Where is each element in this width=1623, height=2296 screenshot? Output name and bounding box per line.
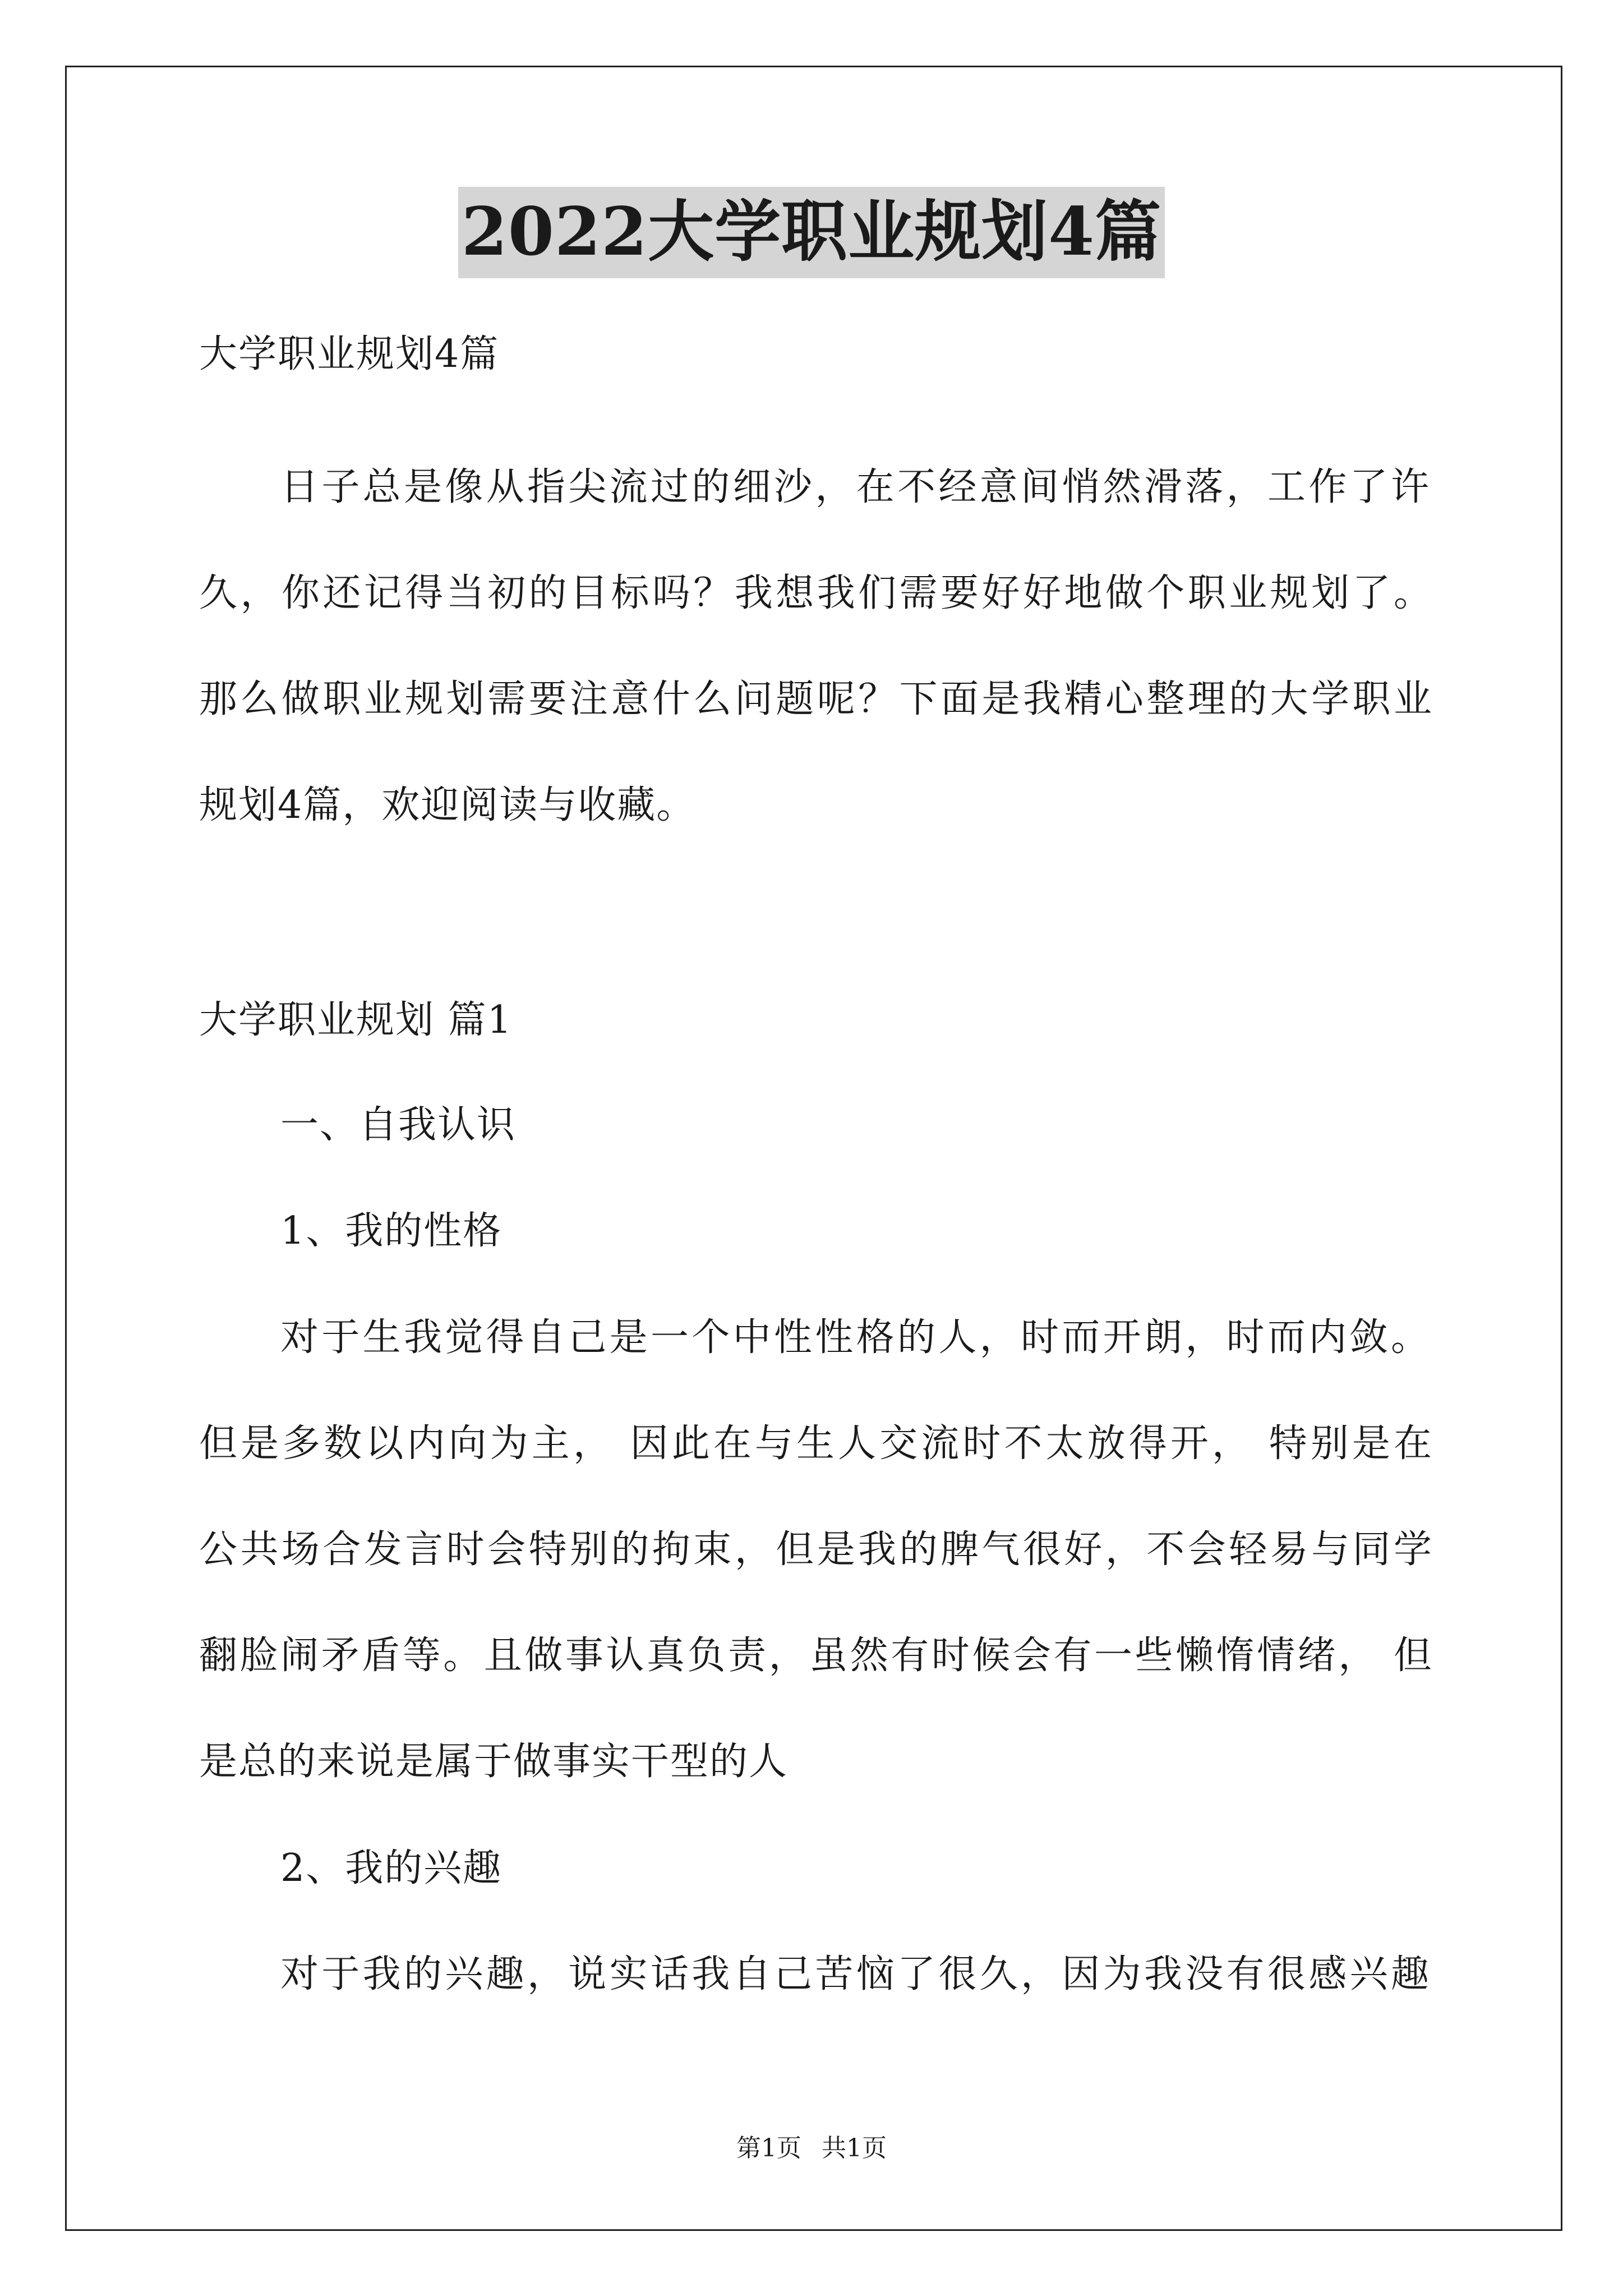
item1-line-3: 公共场合发言时会特别的拘束，但是我的脾气很好，不会轻易与同学 [199,1527,1433,1572]
item1-line-1: 对于生我觉得自己是一个中性性格的人，时而开朗，时而内敛。 [280,1315,1430,1360]
item1-line-4: 翻脸闹矛盾等。且做事认真负责，虽然有时候会有一些懒惰情绪， 但 [199,1634,1433,1678]
page-border [65,66,1562,2231]
intro-line-2: 久，你还记得当初的目标吗？我想我们需要好好地做个职业规划了。 [199,571,1433,615]
document-subtitle: 大学职业规划4篇 [199,332,500,376]
page-number: 第1页 [736,2134,801,2162]
intro-line-4: 规划4篇，欢迎阅读与收藏。 [199,783,696,827]
item1-line-2: 但是多数以内向为主， 因此在与生人交流时不太放得开， 特别是在 [199,1421,1433,1466]
section-heading: 大学职业规划 篇1 [199,998,513,1042]
intro-line-3: 那么做职业规划需要注意什么问题呢？下面是我精心整理的大学职业 [199,677,1433,721]
part-heading: 一、自我认识 [280,1103,517,1147]
page-total: 共1页 [822,2134,887,2162]
item2-line-1: 对于我的兴趣，说实话我自己苦恼了很久，因为我没有很感兴趣 [280,1952,1430,1996]
item2-heading: 2、我的兴趣 [280,1846,502,1890]
page-footer [0,2136,1623,2161]
intro-line-1: 日子总是像从指尖流过的细沙，在不经意间悄然滑落，工作了许 [280,465,1430,509]
document-title-text: 2022大学职业规划4篇 [458,187,1165,278]
item1-heading: 1、我的性格 [280,1209,502,1253]
item1-line-5: 是总的来说是属于做事实干型的人 [199,1740,789,1784]
document-title [0,192,1623,270]
